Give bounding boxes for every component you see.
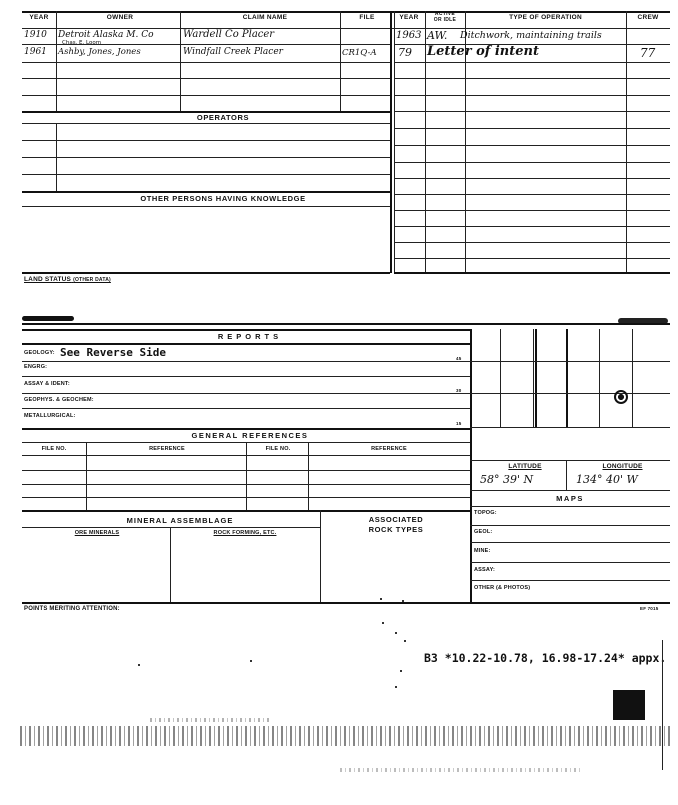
rock-forming-label: ROCK FORMING, ETC.: [213, 530, 277, 536]
activity-row-1-year: 1963: [396, 30, 422, 41]
ore-minerals-label: ORE MINERALS: [74, 530, 120, 536]
scan-noise-band-2: [150, 718, 270, 722]
form-number: EF 7015: [640, 606, 659, 611]
typed-note: B3 *10.22-10.78, 16.98-17.24* appx.: [424, 651, 667, 665]
owner-row-1-claim: Wardell Co Placer: [183, 29, 275, 40]
owner-row-2-file: CR1Q-A: [342, 48, 377, 58]
latitude-value: 58° 39' N: [480, 473, 534, 486]
geophys-label: GEOPHYS. & GEOCHEM:: [24, 397, 94, 403]
ref-reference-2: REFERENCE: [371, 446, 407, 452]
assay-map-label: ASSAY:: [474, 567, 496, 573]
topog-label: TOPOG:: [474, 510, 497, 516]
ref-reference-1: REFERENCE: [149, 446, 185, 452]
associated-rock-types: [322, 515, 470, 535]
activity-row-1-active: AW.: [427, 29, 448, 42]
activity-row-2-crew: 77: [640, 46, 656, 60]
header-or-idle: OR IDLE: [433, 17, 457, 23]
scan-noise-band-3: [340, 768, 580, 772]
header-crew: CREW: [637, 14, 659, 21]
geology-value: See Reverse Side: [60, 346, 166, 359]
land-status-sub: (OTHER DATA): [73, 277, 111, 283]
operators-heading: OPERATORS: [196, 113, 250, 122]
other-persons-heading: OTHER PERSONS HAVING KNOWLEDGE: [140, 194, 306, 203]
owner-row-1-owner: Detroit Alaska M. Co: [58, 30, 154, 40]
header-year: YEAR: [29, 14, 49, 21]
reports-heading: REPORTS: [217, 332, 283, 341]
mineral-assemblage-heading: MINERAL ASSEMBLAGE: [126, 516, 234, 525]
other-photos-label: OTHER (& PHOTOS): [474, 585, 531, 591]
header-active-idle: [425, 11, 465, 23]
owner-row-2-year: 1961: [24, 47, 47, 57]
margin-45: 45: [456, 356, 462, 361]
owner-row-2-owner-note: Chas. E. Loom: [62, 40, 102, 46]
activity-row-2-active: Letter of intent: [427, 44, 539, 59]
ref-file-no-1: FILE NO.: [41, 446, 67, 452]
header-year-2: YEAR: [399, 14, 419, 21]
mine-label: MINE:: [474, 548, 491, 554]
ref-file-no-2: FILE NO.: [265, 446, 291, 452]
metallurgical-label: METALLURGICAL:: [24, 413, 76, 419]
header-active: ACTIVE: [434, 11, 456, 17]
longitude-label: LONGITUDE: [602, 463, 643, 470]
longitude-value: 134° 40' W: [576, 473, 638, 486]
land-status-label: [24, 276, 111, 283]
general-references-heading: GENERAL REFERENCES: [191, 431, 309, 440]
land-status-text: LAND STATUS: [24, 276, 72, 283]
geol-label: GEOL:: [474, 529, 493, 535]
assay-ident-label: ASSAY & IDENT:: [24, 381, 70, 387]
owner-row-2-owner: Ashby, Jones, Jones: [58, 47, 141, 57]
margin-30: 30: [456, 388, 462, 393]
rock-types-text: ROCK TYPES: [368, 525, 424, 534]
engrg-label: ENGRG:: [24, 364, 48, 370]
latitude-label: LATITUDE: [508, 463, 542, 470]
owner-row-1-year: 1910: [24, 30, 47, 40]
activity-row-2-year: 79: [398, 46, 412, 59]
geology-label: GEOLOGY:: [24, 350, 55, 356]
owner-row-2-claim: Windfall Creek Placer: [183, 47, 283, 57]
points-meriting-attention-label: POINTS MERITING ATTENTION:: [24, 606, 120, 612]
header-type-of-operation: TYPE OF OPERATION: [509, 14, 582, 21]
activity-row-1-operation: Ditchwork, maintaining trails: [460, 30, 602, 41]
scan-noise-band: [20, 726, 670, 746]
margin-15: 15: [456, 421, 462, 426]
header-claim-name: CLAIM NAME: [242, 14, 288, 21]
location-marker-icon: [614, 390, 628, 404]
associated-text: ASSOCIATED: [368, 515, 424, 524]
header-owner: OWNER: [106, 14, 134, 21]
header-file: FILE: [359, 14, 375, 21]
maps-heading: MAPS: [556, 494, 584, 503]
scan-smudge-top: [22, 316, 74, 321]
scan-block-right: [613, 690, 645, 720]
